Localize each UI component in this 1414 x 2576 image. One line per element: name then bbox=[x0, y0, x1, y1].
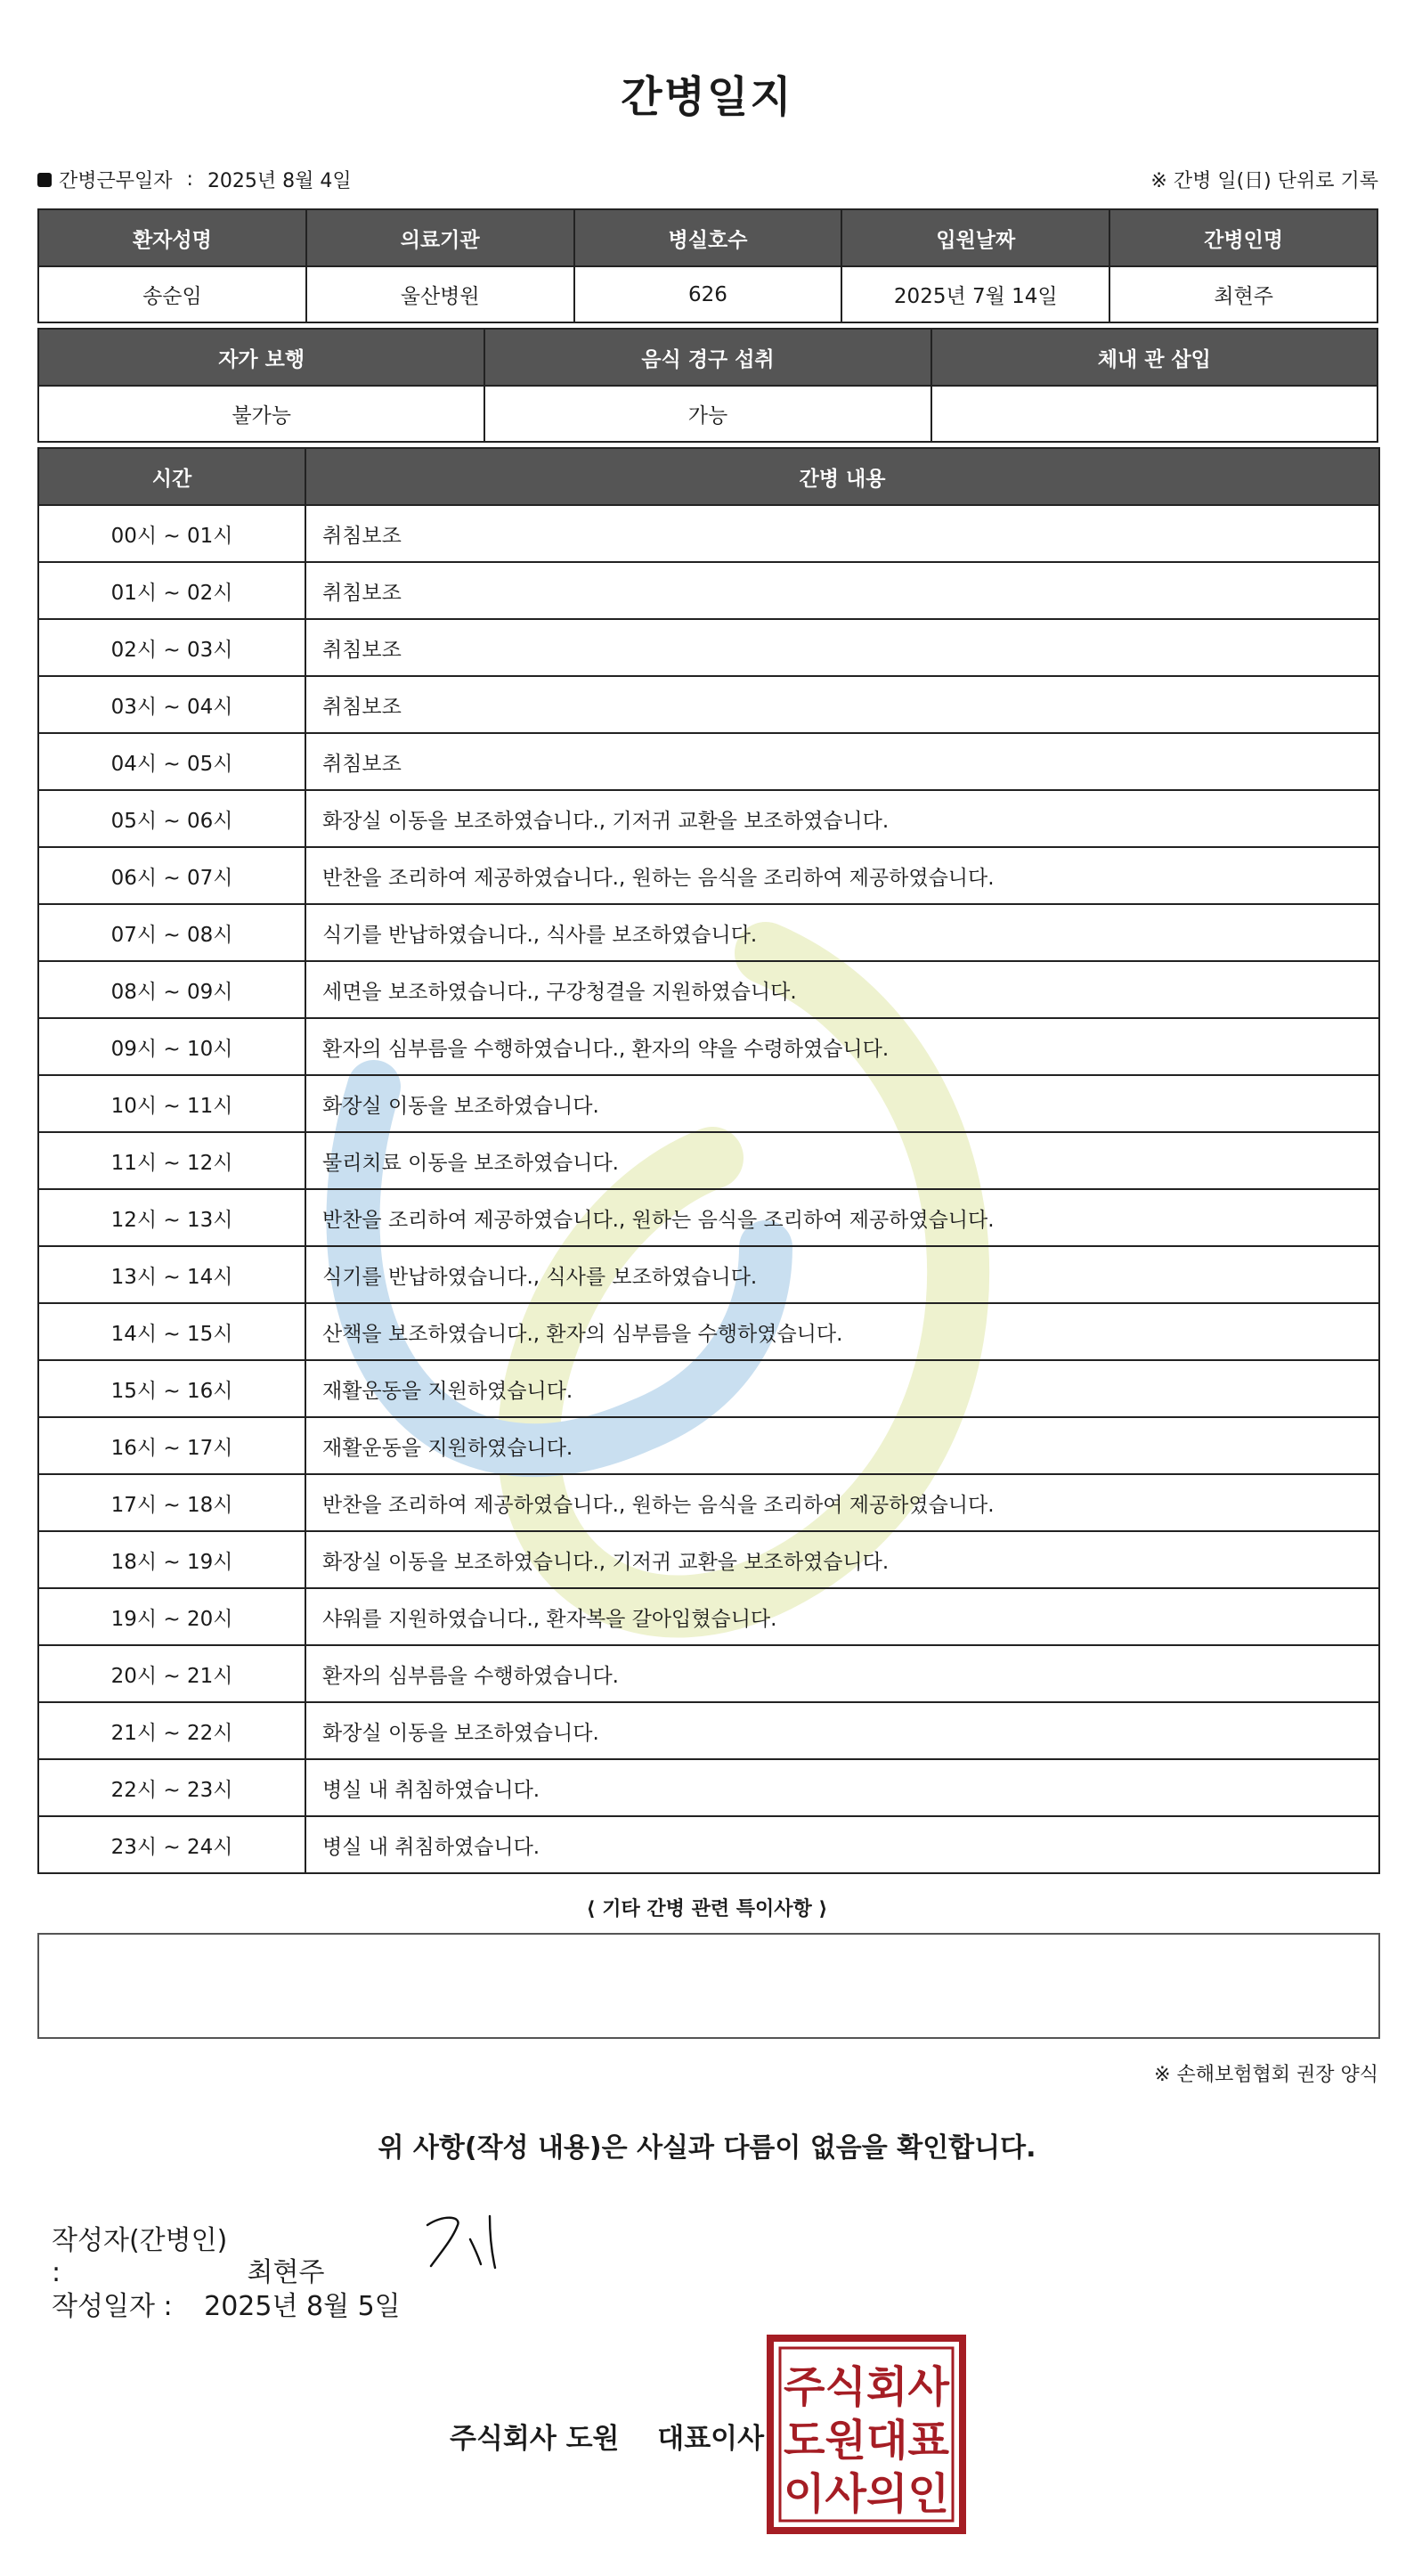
log-time: 10시 ~ 11시 bbox=[38, 1075, 305, 1132]
bullet-square-icon bbox=[37, 173, 52, 187]
table-row bbox=[38, 1759, 1379, 1816]
log-content: 화장실 이동을 보조하였습니다. bbox=[305, 1702, 1379, 1759]
log-time: 14시 ~ 15시 bbox=[38, 1303, 305, 1360]
log-time: 04시 ~ 05시 bbox=[38, 733, 305, 790]
table-row bbox=[38, 961, 1379, 1018]
table-row bbox=[38, 676, 1379, 733]
log-content: 환자의 심부름을 수행하였습니다. bbox=[305, 1645, 1379, 1702]
table-row bbox=[38, 1018, 1379, 1075]
log-time: 15시 ~ 16시 bbox=[38, 1360, 305, 1417]
table-row bbox=[38, 1189, 1379, 1246]
table-row bbox=[38, 1645, 1379, 1702]
log-time: 20시 ~ 21시 bbox=[38, 1645, 305, 1702]
log-time: 01시 ~ 02시 bbox=[38, 562, 305, 619]
header-care-content: 간병 내용 bbox=[305, 448, 1379, 505]
signature-image bbox=[426, 2209, 506, 2271]
header-patient-name: 환자성명 bbox=[38, 209, 306, 266]
care-log-body bbox=[38, 505, 1379, 1873]
table-row bbox=[38, 1417, 1379, 1474]
header-caregiver-name: 간병인명 bbox=[1109, 209, 1377, 266]
work-date bbox=[37, 166, 352, 193]
work-date-value: 2025년 8월 4일 bbox=[207, 170, 352, 192]
log-content: 세면을 보조하였습니다., 구강청결을 지원하였습니다. bbox=[305, 961, 1379, 1018]
log-time: 18시 ~ 19시 bbox=[38, 1531, 305, 1588]
table-row bbox=[38, 1531, 1379, 1588]
confirmation-statement: 위 사항(작성 내용)은 사실과 다름이 없음을 확인합니다. bbox=[378, 2132, 1036, 2164]
table-row bbox=[38, 1360, 1379, 1417]
header-self-walking: 자가 보행 bbox=[38, 329, 484, 386]
log-content: 병실 내 취침하였습니다. bbox=[305, 1759, 1379, 1816]
header-room-number: 병실호수 bbox=[574, 209, 842, 266]
log-content: 화장실 이동을 보조하였습니다., 기저귀 교환을 보조하였습니다. bbox=[305, 790, 1379, 847]
log-time: 11시 ~ 12시 bbox=[38, 1132, 305, 1189]
log-time: 09시 ~ 10시 bbox=[38, 1018, 305, 1075]
log-content: 샤워를 지원하였습니다., 환자복을 갈아입혔습니다. bbox=[305, 1588, 1379, 1645]
self-walking-value: 불가능 bbox=[38, 386, 484, 442]
admission-date: 2025년 7월 14일 bbox=[841, 266, 1109, 322]
log-content: 재활운동을 지원하였습니다. bbox=[305, 1417, 1379, 1474]
notes-title: ⟨ 기타 간병 관련 특이사항 ⟩ bbox=[586, 1898, 828, 1920]
log-content: 반찬을 조리하여 제공하였습니다., 원하는 음식을 조리하여 제공하였습니다. bbox=[305, 847, 1379, 904]
log-content: 병실 내 취침하였습니다. bbox=[305, 1816, 1379, 1873]
header-oral-intake: 음식 경구 섭취 bbox=[484, 329, 930, 386]
patient-name: 송순임 bbox=[38, 266, 306, 322]
log-time: 21시 ~ 22시 bbox=[38, 1702, 305, 1759]
patient-status-table bbox=[37, 328, 1378, 443]
room-number: 626 bbox=[574, 266, 842, 322]
log-content: 반찬을 조리하여 제공하였습니다., 원하는 음식을 조리하여 제공하였습니다. bbox=[305, 1189, 1379, 1246]
log-time: 07시 ~ 08시 bbox=[38, 904, 305, 961]
written-date-label: 작성일자 : bbox=[52, 2291, 173, 2322]
table-row bbox=[38, 505, 1379, 562]
log-content: 반찬을 조리하여 제공하였습니다., 원하는 음식을 조리하여 제공하였습니다. bbox=[305, 1474, 1379, 1531]
company-seal-stamp bbox=[766, 2334, 967, 2535]
table-row bbox=[38, 1075, 1379, 1132]
company-title: 대표이사 bbox=[657, 2423, 765, 2455]
log-content: 환자의 심부름을 수행하였습니다., 환자의 약을 수령하였습니다. bbox=[305, 1018, 1379, 1075]
log-time: 03시 ~ 04시 bbox=[38, 676, 305, 733]
log-content: 식기를 반납하였습니다., 식사를 보조하였습니다. bbox=[305, 904, 1379, 961]
svg-text:이사의인: 이사의인 bbox=[784, 2469, 949, 2519]
table-row bbox=[38, 790, 1379, 847]
log-content: 화장실 이동을 보조하였습니다., 기저귀 교환을 보조하였습니다. bbox=[305, 1531, 1379, 1588]
log-time: 23시 ~ 24시 bbox=[38, 1816, 305, 1873]
log-time: 02시 ~ 03시 bbox=[38, 619, 305, 676]
tube-insertion-value bbox=[931, 386, 1377, 442]
table-row bbox=[38, 1702, 1379, 1759]
table-row bbox=[38, 1132, 1379, 1189]
log-time: 22시 ~ 23시 bbox=[38, 1759, 305, 1816]
oral-intake-value: 가능 bbox=[484, 386, 930, 442]
work-date-label: 간병근무일자 bbox=[59, 170, 173, 192]
log-content: 취침보조 bbox=[305, 733, 1379, 790]
log-time: 00시 ~ 01시 bbox=[38, 505, 305, 562]
table-row bbox=[38, 733, 1379, 790]
hospital-name: 울산병원 bbox=[306, 266, 574, 322]
company-line bbox=[450, 2416, 764, 2456]
table-row bbox=[38, 619, 1379, 676]
log-time: 19시 ~ 20시 bbox=[38, 1588, 305, 1645]
log-content: 취침보조 bbox=[305, 619, 1379, 676]
header-tube-insertion: 체내 관 삽입 bbox=[931, 329, 1377, 386]
log-time: 16시 ~ 17시 bbox=[38, 1417, 305, 1474]
writer-line bbox=[52, 2218, 325, 2289]
work-date-sep: : bbox=[186, 168, 193, 191]
table-row bbox=[38, 1246, 1379, 1303]
written-date-value: 2025년 8월 5일 bbox=[204, 2291, 401, 2322]
company-name: 주식회사 도원 bbox=[450, 2423, 620, 2455]
page-title: 간병일지 bbox=[621, 72, 793, 122]
log-time: 13시 ~ 14시 bbox=[38, 1246, 305, 1303]
log-content: 취침보조 bbox=[305, 676, 1379, 733]
log-content: 산책을 보조하였습니다., 환자의 심부름을 수행하였습니다. bbox=[305, 1303, 1379, 1360]
table-row bbox=[38, 562, 1379, 619]
table-row bbox=[38, 1303, 1379, 1360]
log-time: 12시 ~ 13시 bbox=[38, 1189, 305, 1246]
header-time: 시간 bbox=[38, 448, 305, 505]
care-log-table bbox=[37, 447, 1380, 1874]
patient-info-table bbox=[37, 208, 1378, 323]
svg-text:주식회사: 주식회사 bbox=[784, 2362, 950, 2412]
notes-box bbox=[37, 1933, 1380, 2039]
header-hospital: 의료기관 bbox=[306, 209, 574, 266]
written-date-line bbox=[52, 2284, 401, 2323]
log-content: 취침보조 bbox=[305, 505, 1379, 562]
svg-text:도원대표: 도원대표 bbox=[784, 2416, 950, 2466]
log-time: 06시 ~ 07시 bbox=[38, 847, 305, 904]
log-time: 08시 ~ 09시 bbox=[38, 961, 305, 1018]
association-note: ※ 손해보험협회 권장 양식 bbox=[1154, 2064, 1378, 2086]
log-content: 재활운동을 지원하였습니다. bbox=[305, 1360, 1379, 1417]
header-admission-date: 입원날짜 bbox=[841, 209, 1109, 266]
table-row bbox=[38, 904, 1379, 961]
log-time: 05시 ~ 06시 bbox=[38, 790, 305, 847]
log-content: 화장실 이동을 보조하였습니다. bbox=[305, 1075, 1379, 1132]
log-time: 17시 ~ 18시 bbox=[38, 1474, 305, 1531]
meta-row bbox=[37, 166, 1378, 192]
table-row bbox=[38, 1588, 1379, 1645]
log-content: 식기를 반납하였습니다., 식사를 보조하였습니다. bbox=[305, 1246, 1379, 1303]
table-row bbox=[38, 1816, 1379, 1873]
table-row bbox=[38, 1474, 1379, 1531]
log-content: 물리치료 이동을 보조하였습니다. bbox=[305, 1132, 1379, 1189]
table-row bbox=[38, 847, 1379, 904]
log-content: 취침보조 bbox=[305, 562, 1379, 619]
caregiver-name: 최현주 bbox=[1109, 266, 1377, 322]
unit-note: ※ 간병 일(日) 단위로 기록 bbox=[1150, 170, 1378, 192]
writer-label: 작성자(간병인) : bbox=[52, 2225, 228, 2288]
writer-name: 최현주 bbox=[247, 2257, 325, 2288]
